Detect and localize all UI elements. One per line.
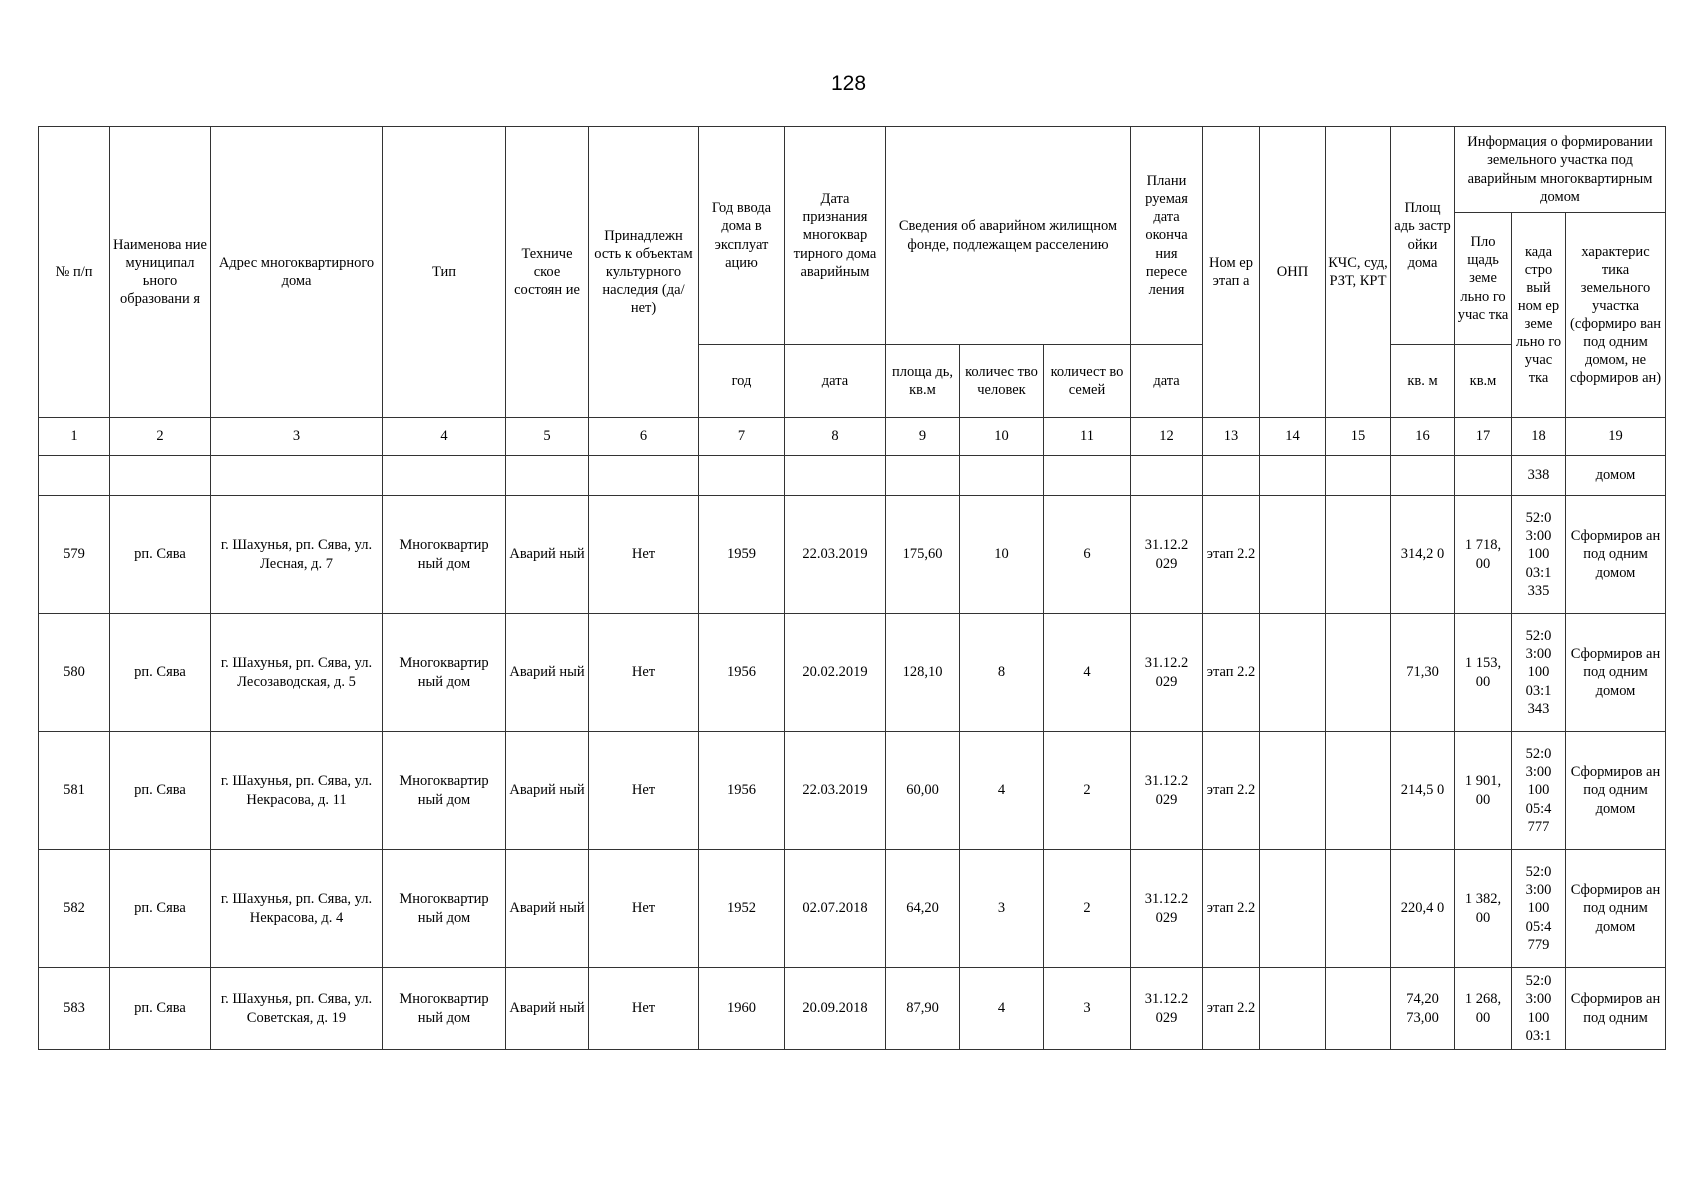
row-recognized-date: 22.03.2019 <box>785 496 886 614</box>
row-land-area: 1 718, 00 <box>1455 496 1512 614</box>
row-characteristic: Сформиров ан под одним домом <box>1566 850 1666 968</box>
table-row <box>39 968 1666 1050</box>
row-onp <box>1260 732 1326 850</box>
row-characteristic: Сформиров ан под одним <box>1566 968 1666 1050</box>
row-address: г. Шахунья, рп. Сява, ул. Некрасова, д. 4 <box>211 850 383 968</box>
row-area: 87,90 <box>886 968 960 1050</box>
page-number: 128 <box>830 72 867 95</box>
row-kchs <box>1326 614 1391 732</box>
column-number: 15 <box>1326 418 1391 456</box>
continuation-cell <box>1203 456 1260 496</box>
row-recognized-date: 02.07.2018 <box>785 850 886 968</box>
row-heritage: Нет <box>589 732 699 850</box>
row-number: 581 <box>39 732 110 850</box>
row-year: 1956 <box>699 614 785 732</box>
row-kchs <box>1326 496 1391 614</box>
col-characteristic-header: характерис тика земельного участка (сформиро ван под одним домом, не сформиров ан) <box>1566 213 1666 418</box>
row-recognized-date: 20.02.2019 <box>785 614 886 732</box>
row-people: 3 <box>960 850 1044 968</box>
table-row <box>39 614 1666 732</box>
row-stage: этап 2.2 <box>1203 968 1260 1050</box>
row-families: 4 <box>1044 614 1131 732</box>
row-area: 60,00 <box>886 732 960 850</box>
continuation-cell <box>383 456 506 496</box>
row-type: Многоквартир ный дом <box>383 496 506 614</box>
continuation-cell <box>1455 456 1512 496</box>
row-kchs <box>1326 850 1391 968</box>
row-year: 1959 <box>699 496 785 614</box>
column-number: 13 <box>1203 418 1260 456</box>
continuation-cell <box>110 456 211 496</box>
row-resettle-date: 31.12.2 029 <box>1131 614 1203 732</box>
col-date-subheader: дата <box>785 345 886 418</box>
row-heritage: Нет <box>589 614 699 732</box>
header-row-1 <box>39 127 1666 213</box>
row-type: Многоквартир ный дом <box>383 732 506 850</box>
row-recognized-date: 22.03.2019 <box>785 732 886 850</box>
row-stage: этап 2.2 <box>1203 614 1260 732</box>
row-land-area: 1 153, 00 <box>1455 614 1512 732</box>
row-year: 1956 <box>699 732 785 850</box>
row-year: 1960 <box>699 968 785 1050</box>
row-type: Многоквартир ный дом <box>383 614 506 732</box>
row-area: 175,60 <box>886 496 960 614</box>
col-build-unit-subheader: кв. м <box>1391 345 1455 418</box>
row-cadastral: 52:0 3:00 100 03:1 343 <box>1512 614 1566 732</box>
column-number: 17 <box>1455 418 1512 456</box>
row-number: 582 <box>39 850 110 968</box>
col-families-subheader: количест во семей <box>1044 345 1131 418</box>
continuation-cell <box>211 456 383 496</box>
table-row <box>39 496 1666 614</box>
row-characteristic: Сформиров ан под одним домом <box>1566 614 1666 732</box>
row-resettle-date: 31.12.2 029 <box>1131 732 1203 850</box>
column-number: 11 <box>1044 418 1131 456</box>
row-type: Многоквартир ный дом <box>383 850 506 968</box>
continuation-cell <box>785 456 886 496</box>
row-build-area: 220,4 0 <box>1391 850 1455 968</box>
column-number: 18 <box>1512 418 1566 456</box>
row-resettle-date: 31.12.2 029 <box>1131 968 1203 1050</box>
column-number: 7 <box>699 418 785 456</box>
col-stage-header: Ном ер этап а <box>1203 127 1260 418</box>
col-onp-header: ОНП <box>1260 127 1326 418</box>
col-type-header: Тип <box>383 127 506 418</box>
row-stage: этап 2.2 <box>1203 850 1260 968</box>
row-number: 579 <box>39 496 110 614</box>
col-area-subheader: площа дь, кв.м <box>886 345 960 418</box>
row-people: 8 <box>960 614 1044 732</box>
table-row <box>39 732 1666 850</box>
row-build-area: 214,5 0 <box>1391 732 1455 850</box>
row-families: 6 <box>1044 496 1131 614</box>
table-row <box>39 850 1666 968</box>
col-condition-header: Техниче ское состоян ие <box>506 127 589 418</box>
column-number: 16 <box>1391 418 1455 456</box>
row-onp <box>1260 496 1326 614</box>
col-resettlement-group-header: Сведения об аварийном жилищном фонде, подлежащем расселению <box>886 127 1131 345</box>
column-number: 5 <box>506 418 589 456</box>
row-land-area: 1 382, 00 <box>1455 850 1512 968</box>
row-stage: этап 2.2 <box>1203 496 1260 614</box>
row-condition: Аварий ный <box>506 850 589 968</box>
column-number: 14 <box>1260 418 1326 456</box>
row-families: 2 <box>1044 850 1131 968</box>
row-build-area: 71,30 <box>1391 614 1455 732</box>
row-heritage: Нет <box>589 850 699 968</box>
column-number: 3 <box>211 418 383 456</box>
col-people-subheader: количес тво человек <box>960 345 1044 418</box>
row-area: 128,10 <box>886 614 960 732</box>
row-municipality: рп. Сява <box>110 968 211 1050</box>
col-municipality-header: Наименова ние муниципал ьного образовани я <box>110 127 211 418</box>
column-number: 6 <box>589 418 699 456</box>
row-cadastral: 52:0 3:00 100 05:4 777 <box>1512 732 1566 850</box>
row-cadastral: 52:0 3:00 100 05:4 779 <box>1512 850 1566 968</box>
row-build-area: 314,2 0 <box>1391 496 1455 614</box>
column-number: 4 <box>383 418 506 456</box>
col-address-header: Адрес многоквартирного дома <box>211 127 383 418</box>
continuation-cell <box>589 456 699 496</box>
continuation-cell <box>960 456 1044 496</box>
col-kchs-header: КЧС, суд, РЗТ, КРТ <box>1326 127 1391 418</box>
row-recognized-date: 20.09.2018 <box>785 968 886 1050</box>
col-heritage-header: Принадлежн ость к объектам культурного наследия (да/нет) <box>589 127 699 418</box>
row-resettle-date: 31.12.2 029 <box>1131 850 1203 968</box>
row-onp <box>1260 850 1326 968</box>
row-characteristic: Сформиров ан под одним домом <box>1566 732 1666 850</box>
col-recognized-header: Дата признания многоквар тирного дома аварийным <box>785 127 886 345</box>
row-kchs <box>1326 732 1391 850</box>
col-land-group-header: Информация о формировании земельного участка под аварийным многоквартирным домом <box>1455 127 1666 213</box>
row-municipality: рп. Сява <box>110 850 211 968</box>
row-address: г. Шахунья, рп. Сява, ул. Советская, д. 19 <box>211 968 383 1050</box>
row-build-area: 74,20 73,00 <box>1391 968 1455 1050</box>
row-condition: Аварий ный <box>506 496 589 614</box>
row-number: 580 <box>39 614 110 732</box>
row-heritage: Нет <box>589 968 699 1050</box>
row-onp <box>1260 614 1326 732</box>
col-land-area-header: Пло щадь земе льно го учас тка <box>1455 213 1512 345</box>
table-body <box>39 496 1666 1050</box>
row-land-area: 1 268, 00 <box>1455 968 1512 1050</box>
continuation-cell <box>1260 456 1326 496</box>
continuation-cell <box>1326 456 1391 496</box>
column-number: 9 <box>886 418 960 456</box>
row-address: г. Шахунья, рп. Сява, ул. Лесозаводская, д. 5 <box>211 614 383 732</box>
row-families: 2 <box>1044 732 1131 850</box>
continuation-row <box>39 456 1666 496</box>
row-kchs <box>1326 968 1391 1050</box>
column-number: 12 <box>1131 418 1203 456</box>
column-number: 10 <box>960 418 1044 456</box>
column-number: 19 <box>1566 418 1666 456</box>
row-address: г. Шахунья, рп. Сява, ул. Лесная, д. 7 <box>211 496 383 614</box>
column-number-row <box>39 418 1666 456</box>
continuation-cell <box>886 456 960 496</box>
row-municipality: рп. Сява <box>110 496 211 614</box>
col-year-subheader: год <box>699 345 785 418</box>
continuation-cadastral: 338 <box>1512 456 1566 496</box>
col-year-header: Год ввода дома в эксплуат ацию <box>699 127 785 345</box>
row-people: 4 <box>960 968 1044 1050</box>
column-number: 1 <box>39 418 110 456</box>
row-area: 64,20 <box>886 850 960 968</box>
row-heritage: Нет <box>589 496 699 614</box>
row-resettle-date: 31.12.2 029 <box>1131 496 1203 614</box>
continuation-cell <box>1131 456 1203 496</box>
row-condition: Аварий ный <box>506 968 589 1050</box>
row-address: г. Шахунья, рп. Сява, ул. Некрасова, д. 11 <box>211 732 383 850</box>
continuation-cell <box>1391 456 1455 496</box>
row-land-area: 1 901, 00 <box>1455 732 1512 850</box>
row-people: 10 <box>960 496 1044 614</box>
continuation-cell <box>506 456 589 496</box>
row-onp <box>1260 968 1326 1050</box>
row-characteristic: Сформиров ан под одним домом <box>1566 496 1666 614</box>
row-families: 3 <box>1044 968 1131 1050</box>
row-condition: Аварий ный <box>506 614 589 732</box>
row-municipality: рп. Сява <box>110 614 211 732</box>
row-number: 583 <box>39 968 110 1050</box>
emergency-housing-table <box>38 126 1666 1050</box>
col-cadastral-header: када стро вый ном ер земе льно го учас тка <box>1512 213 1566 418</box>
continuation-cell <box>699 456 785 496</box>
row-stage: этап 2.2 <box>1203 732 1260 850</box>
continuation-cell <box>39 456 110 496</box>
continuation-cell <box>1044 456 1131 496</box>
col-land-unit-subheader: кв.м <box>1455 345 1512 418</box>
column-number: 2 <box>110 418 211 456</box>
continuation-characteristic: домом <box>1566 456 1666 496</box>
row-type: Многоквартир ный дом <box>383 968 506 1050</box>
row-cadastral: 52:0 3:00 100 03:1 <box>1512 968 1566 1050</box>
col-build-area-header: Площ адь застр ойки дома <box>1391 127 1455 345</box>
col-resettle-date-header: Плани руемая дата оконча ния пересе ления <box>1131 127 1203 345</box>
row-people: 4 <box>960 732 1044 850</box>
row-municipality: рп. Сява <box>110 732 211 850</box>
row-cadastral: 52:0 3:00 100 03:1 335 <box>1512 496 1566 614</box>
row-year: 1952 <box>699 850 785 968</box>
column-number: 8 <box>785 418 886 456</box>
col-resettle-date-subheader: дата <box>1131 345 1203 418</box>
col-number-header: № п/п <box>39 127 110 418</box>
row-condition: Аварий ный <box>506 732 589 850</box>
